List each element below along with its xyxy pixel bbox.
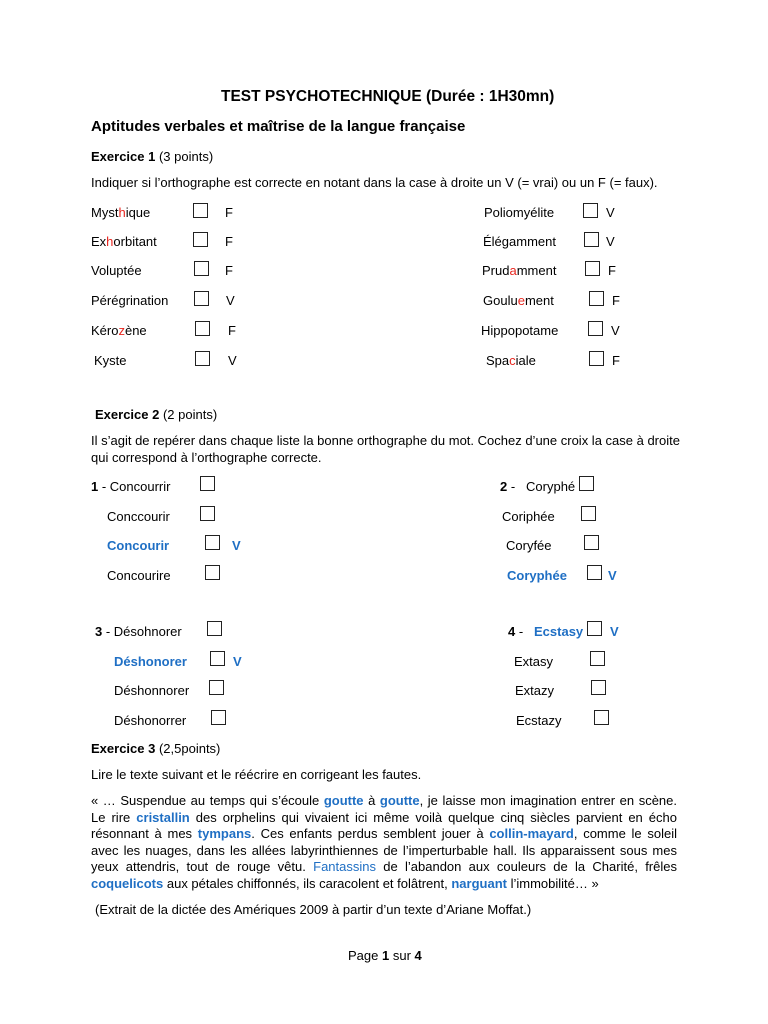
list-number: 4: [508, 624, 516, 639]
exercise-1-points: (3 points): [158, 149, 214, 164]
ex1-word: Exhorbitant: [91, 234, 157, 249]
ex2-option: Extazy: [515, 683, 555, 698]
option-checkbox[interactable]: [205, 535, 220, 550]
answer-letter: F: [228, 323, 236, 338]
answer-checkbox[interactable]: [194, 261, 209, 276]
ex2-option: Coriphée: [502, 509, 555, 524]
ex1-word: Prudamment: [482, 263, 557, 278]
ex1-word: Kérozène: [91, 323, 147, 338]
text-source: (Extrait de la dictée des Amériques 2009 à partir d’un texte d’Ariane Moffat.): [95, 902, 532, 917]
page-number: 1: [382, 948, 390, 963]
option-checkbox[interactable]: [591, 680, 606, 695]
correct-mark: V: [608, 568, 617, 583]
answer-checkbox[interactable]: [589, 291, 604, 306]
list-number: 3: [95, 624, 103, 639]
ex2-option: 4 - Ecstasy: [508, 624, 584, 639]
page-total: 4: [414, 948, 422, 963]
page-title: TEST PSYCHOTECHNIQUE (Durée : 1H30mn): [221, 88, 555, 105]
answer-checkbox[interactable]: [588, 321, 603, 336]
answer-letter: V: [606, 234, 615, 249]
answer-checkbox[interactable]: [584, 232, 599, 247]
ex2-option: Déshonorrer: [114, 713, 187, 728]
option-checkbox[interactable]: [579, 476, 594, 491]
exercise-3-instruction: Lire le texte suivant et le réécrire en corrigeant les fautes.: [91, 767, 422, 782]
error-word: Fantassins: [313, 859, 376, 874]
ex2-option: 2 - Coryphé: [500, 479, 576, 494]
ex2-option: 3 - Désohnorer: [95, 624, 182, 639]
error-word: goutte: [323, 793, 364, 808]
ex2-option: Coryphée: [507, 568, 567, 583]
answer-checkbox[interactable]: [193, 232, 208, 247]
correct-mark: V: [610, 624, 619, 639]
ex1-word: Spaciale: [486, 353, 536, 368]
ex2-option: Déshonorer: [114, 654, 187, 669]
option-checkbox[interactable]: [207, 621, 222, 636]
answer-letter: F: [608, 263, 616, 278]
exercise-3-points: (2,5points): [158, 741, 221, 756]
page-footer: Page 1 sur 4: [348, 948, 422, 963]
exercise-1-heading: [91, 149, 213, 164]
ex1-word: Poliomyélite: [484, 205, 555, 220]
option-checkbox[interactable]: [205, 565, 220, 580]
list-number: 2: [500, 479, 508, 494]
exercise-2-instruction-line-2: qui correspond à l’orthographe correcte.: [91, 450, 322, 465]
ex1-word: Kyste: [94, 353, 127, 368]
option-checkbox[interactable]: [200, 506, 215, 521]
error-word: goutte: [379, 793, 420, 808]
error-word: narguant: [451, 875, 507, 891]
option-checkbox[interactable]: [200, 476, 215, 491]
answer-letter: V: [606, 205, 615, 220]
option-checkbox[interactable]: [210, 651, 225, 666]
answer-letter: F: [612, 353, 620, 368]
ex2-option: Ecstazy: [516, 713, 562, 728]
exercise-2-label: Exercice 2: [95, 407, 160, 422]
ex1-word: Gouluement: [483, 293, 554, 308]
dictation-text: « … Suspendue au temps qui s’écoule goutte à goutte, je laisse mon imagination entrer en scène. Le rire cristallin des orphelins qui vivaient ici même voilà quelque cinq siècles parvient en écho résonnant à mes tympans. Ces enfants perdus semblent jouer à collin-mayard, comme le soleil avec les nuages, dans les allées labyrinthiennes de l’imperturbable hall. Ils apparaissent sous mes yeux attendris, tout de rouge vêtu. Fantassins de l’abandon aux couleurs de la Charité, frêles coquelicots aux pétales chiffonnés, ils caracolent et folâtrent, narguant l’immobilité… »: [91, 793, 677, 891]
ex2-option: Conccourir: [107, 509, 170, 524]
answer-letter: F: [612, 293, 620, 308]
option-checkbox[interactable]: [581, 506, 596, 521]
ex1-word: Élégamment: [483, 234, 556, 249]
ex1-word: Pérégrination: [91, 293, 169, 308]
answer-letter: F: [225, 263, 233, 278]
ex1-word: Mysthique: [91, 205, 151, 220]
exercise-3-heading: [91, 741, 220, 756]
exercise-2-heading: [95, 407, 217, 422]
ex2-option: Coryfée: [506, 538, 552, 553]
answer-checkbox[interactable]: [195, 321, 210, 336]
exercise-1-instruction: Indiquer si l’orthographe est correcte en notant dans la case à droite un V (= vrai) ou un F (= faux).: [91, 175, 658, 190]
answer-letter: V: [226, 293, 235, 308]
exercise-3-label: Exercice 3: [91, 741, 156, 756]
option-checkbox[interactable]: [584, 535, 599, 550]
exercise-1-label: Exercice 1: [91, 149, 156, 164]
option-checkbox[interactable]: [587, 565, 602, 580]
error-word: tympans: [197, 826, 252, 841]
exercise-2-instruction-line-1: Il s’agit de repérer dans chaque liste la bonne orthographe du mot. Cochez d’une croix la case à droite: [91, 433, 680, 448]
answer-checkbox[interactable]: [193, 203, 208, 218]
answer-letter: V: [228, 353, 237, 368]
ex1-word: Hippopotame: [481, 323, 559, 338]
option-checkbox[interactable]: [587, 621, 602, 636]
option-checkbox[interactable]: [594, 710, 609, 725]
exercise-2-points: (2 points): [162, 407, 218, 422]
answer-checkbox[interactable]: [194, 291, 209, 306]
answer-letter: V: [611, 323, 620, 338]
option-checkbox[interactable]: [209, 680, 224, 695]
option-checkbox[interactable]: [211, 710, 226, 725]
ex1-word: Voluptée: [91, 263, 142, 278]
ex2-option: Concourir: [107, 538, 170, 553]
answer-letter: F: [225, 234, 233, 249]
answer-checkbox[interactable]: [589, 351, 604, 366]
correct-mark: V: [233, 654, 242, 669]
answer-checkbox[interactable]: [583, 203, 598, 218]
error-word: cristallin: [136, 809, 190, 825]
answer-checkbox[interactable]: [195, 351, 210, 366]
ex2-option: Extasy: [514, 654, 554, 669]
option-checkbox[interactable]: [590, 651, 605, 666]
ex2-option: Déshonnorer: [114, 683, 190, 698]
correct-mark: V: [232, 538, 241, 553]
answer-checkbox[interactable]: [585, 261, 600, 276]
section-title: Aptitudes verbales et maîtrise de la langue française: [91, 118, 466, 135]
ex2-option: Concourire: [107, 568, 171, 583]
list-number: 1: [91, 479, 99, 494]
error-word: coquelicots: [91, 875, 164, 891]
ex2-option: 1 - Concourrir: [91, 479, 171, 494]
answer-letter: F: [225, 205, 233, 220]
error-word: collin-mayard: [489, 826, 574, 841]
